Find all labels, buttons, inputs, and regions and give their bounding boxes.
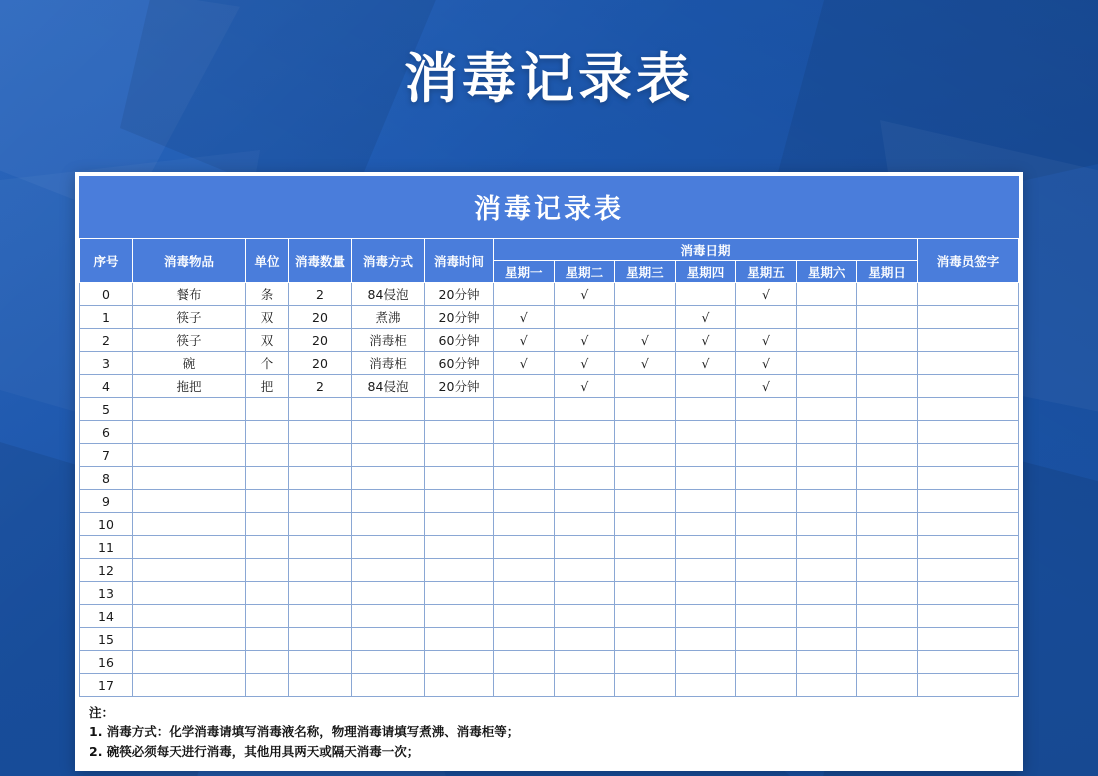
cell-signature[interactable] bbox=[918, 582, 1019, 605]
cell-day-wednesday[interactable] bbox=[615, 467, 676, 490]
cell-day-thursday[interactable] bbox=[675, 375, 736, 398]
cell-day-tuesday[interactable] bbox=[554, 398, 615, 421]
header-duration: 消毒时间 bbox=[425, 239, 494, 283]
cell-item[interactable] bbox=[133, 490, 246, 513]
cell-signature[interactable] bbox=[918, 444, 1019, 467]
cell-day-thursday[interactable] bbox=[675, 628, 736, 651]
cell-duration[interactable] bbox=[425, 674, 494, 697]
header-day-tuesday: 星期二 bbox=[554, 261, 615, 283]
cell-day-monday[interactable] bbox=[494, 421, 555, 444]
page-title: 消毒记录表 bbox=[404, 47, 694, 110]
cell-day-friday[interactable] bbox=[736, 651, 797, 674]
cell-day-friday[interactable] bbox=[736, 559, 797, 582]
cell-signature[interactable] bbox=[918, 536, 1019, 559]
cell-quantity[interactable] bbox=[289, 490, 352, 513]
cell-day-saturday[interactable] bbox=[796, 536, 857, 559]
notes-block bbox=[79, 697, 1019, 771]
note-line-1: 1. 消毒方式：化学消毒请填写消毒液名称，物理消毒请填写煮沸、消毒柜等； bbox=[89, 724, 520, 740]
table-row[interactable] bbox=[80, 605, 1019, 628]
cell-day-thursday[interactable] bbox=[675, 444, 736, 467]
cell-signature[interactable] bbox=[918, 490, 1019, 513]
cell-day-sunday[interactable] bbox=[857, 513, 918, 536]
cell-index: 0 bbox=[80, 283, 133, 306]
cell-day-tuesday[interactable]: √ bbox=[554, 375, 615, 398]
cell-unit[interactable] bbox=[246, 421, 289, 444]
cell-day-tuesday[interactable] bbox=[554, 559, 615, 582]
cell-unit[interactable] bbox=[246, 628, 289, 651]
cell-unit[interactable] bbox=[246, 444, 289, 467]
cell-day-tuesday[interactable] bbox=[554, 421, 615, 444]
cell-method[interactable] bbox=[352, 559, 425, 582]
cell-duration[interactable] bbox=[425, 536, 494, 559]
cell-day-thursday[interactable] bbox=[675, 674, 736, 697]
cell-signature[interactable] bbox=[918, 674, 1019, 697]
cell-item[interactable]: 碗 bbox=[133, 352, 246, 375]
cell-unit[interactable]: 把 bbox=[246, 375, 289, 398]
cell-duration[interactable] bbox=[425, 582, 494, 605]
cell-method[interactable] bbox=[352, 490, 425, 513]
cell-quantity[interactable] bbox=[289, 536, 352, 559]
cell-day-monday[interactable] bbox=[494, 444, 555, 467]
cell-signature[interactable] bbox=[918, 628, 1019, 651]
cell-day-monday[interactable]: √ bbox=[494, 329, 555, 352]
cell-index: 9 bbox=[80, 490, 133, 513]
cell-unit[interactable] bbox=[246, 559, 289, 582]
cell-item[interactable] bbox=[133, 559, 246, 582]
cell-quantity[interactable] bbox=[289, 467, 352, 490]
sheet-banner-title: 消毒记录表 bbox=[79, 176, 1019, 238]
cell-item[interactable] bbox=[133, 421, 246, 444]
cell-day-wednesday[interactable] bbox=[615, 398, 676, 421]
cell-signature[interactable] bbox=[918, 559, 1019, 582]
cell-day-tuesday[interactable]: √ bbox=[554, 283, 615, 306]
cell-signature[interactable] bbox=[918, 605, 1019, 628]
cell-day-friday[interactable]: √ bbox=[736, 329, 797, 352]
cell-day-monday[interactable] bbox=[494, 674, 555, 697]
cell-day-saturday[interactable] bbox=[796, 375, 857, 398]
cell-day-monday[interactable] bbox=[494, 605, 555, 628]
cell-method[interactable] bbox=[352, 513, 425, 536]
cell-signature[interactable] bbox=[918, 467, 1019, 490]
table-row[interactable] bbox=[80, 513, 1019, 536]
cell-day-tuesday[interactable] bbox=[554, 490, 615, 513]
table-row[interactable] bbox=[80, 444, 1019, 467]
cell-quantity[interactable] bbox=[289, 421, 352, 444]
table-row[interactable] bbox=[80, 421, 1019, 444]
cell-day-friday[interactable] bbox=[736, 513, 797, 536]
cell-unit[interactable] bbox=[246, 674, 289, 697]
cell-day-saturday[interactable] bbox=[796, 605, 857, 628]
cell-day-saturday[interactable] bbox=[796, 444, 857, 467]
cell-day-friday[interactable] bbox=[736, 490, 797, 513]
cell-day-thursday[interactable] bbox=[675, 513, 736, 536]
disinfection-record-table bbox=[79, 238, 1019, 697]
cell-day-friday[interactable] bbox=[736, 605, 797, 628]
cell-day-wednesday[interactable]: √ bbox=[615, 329, 676, 352]
cell-unit[interactable] bbox=[246, 582, 289, 605]
cell-quantity[interactable] bbox=[289, 674, 352, 697]
cell-day-friday[interactable] bbox=[736, 444, 797, 467]
cell-index: 5 bbox=[80, 398, 133, 421]
cell-item[interactable] bbox=[133, 444, 246, 467]
cell-duration[interactable] bbox=[425, 605, 494, 628]
cell-day-thursday[interactable] bbox=[675, 283, 736, 306]
cell-item[interactable] bbox=[133, 605, 246, 628]
cell-day-wednesday[interactable] bbox=[615, 421, 676, 444]
cell-unit[interactable] bbox=[246, 651, 289, 674]
cell-day-wednesday[interactable] bbox=[615, 605, 676, 628]
cell-duration[interactable]: 60分钟 bbox=[425, 352, 494, 375]
header-day-monday: 星期一 bbox=[494, 261, 555, 283]
table-header bbox=[80, 239, 1019, 283]
header-day-sunday: 星期日 bbox=[857, 261, 918, 283]
cell-day-tuesday[interactable] bbox=[554, 628, 615, 651]
cell-day-tuesday[interactable] bbox=[554, 536, 615, 559]
cell-day-saturday[interactable] bbox=[796, 674, 857, 697]
cell-day-monday[interactable] bbox=[494, 582, 555, 605]
cell-item[interactable]: 拖把 bbox=[133, 375, 246, 398]
note-heading: 注： bbox=[89, 705, 115, 720]
cell-day-sunday[interactable] bbox=[857, 306, 918, 329]
cell-day-wednesday[interactable] bbox=[615, 375, 676, 398]
cell-day-friday[interactable] bbox=[736, 421, 797, 444]
cell-signature[interactable] bbox=[918, 329, 1019, 352]
cell-unit[interactable] bbox=[246, 467, 289, 490]
cell-index: 4 bbox=[80, 375, 133, 398]
cell-method[interactable] bbox=[352, 444, 425, 467]
cell-signature[interactable] bbox=[918, 283, 1019, 306]
cell-day-sunday[interactable] bbox=[857, 352, 918, 375]
cell-index: 10 bbox=[80, 513, 133, 536]
cell-index: 16 bbox=[80, 651, 133, 674]
cell-quantity[interactable] bbox=[289, 398, 352, 421]
cell-day-saturday[interactable] bbox=[796, 628, 857, 651]
table-row[interactable] bbox=[80, 329, 1019, 352]
cell-day-thursday[interactable] bbox=[675, 467, 736, 490]
cell-day-saturday[interactable] bbox=[796, 283, 857, 306]
cell-day-thursday[interactable] bbox=[675, 559, 736, 582]
cell-method[interactable]: 84侵泡 bbox=[352, 375, 425, 398]
cell-day-saturday[interactable] bbox=[796, 651, 857, 674]
cell-day-saturday[interactable] bbox=[796, 513, 857, 536]
cell-day-tuesday[interactable] bbox=[554, 306, 615, 329]
cell-day-thursday[interactable] bbox=[675, 398, 736, 421]
table-row[interactable] bbox=[80, 398, 1019, 421]
cell-day-friday[interactable] bbox=[736, 398, 797, 421]
cell-day-sunday[interactable] bbox=[857, 421, 918, 444]
cell-day-sunday[interactable] bbox=[857, 398, 918, 421]
cell-duration[interactable]: 20分钟 bbox=[425, 283, 494, 306]
cell-duration[interactable] bbox=[425, 628, 494, 651]
cell-method[interactable] bbox=[352, 398, 425, 421]
cell-index: 17 bbox=[80, 674, 133, 697]
cell-index: 15 bbox=[80, 628, 133, 651]
cell-day-tuesday[interactable] bbox=[554, 582, 615, 605]
cell-method[interactable] bbox=[352, 582, 425, 605]
cell-quantity[interactable] bbox=[289, 651, 352, 674]
cell-day-saturday[interactable] bbox=[796, 559, 857, 582]
cell-day-sunday[interactable] bbox=[857, 444, 918, 467]
cell-signature[interactable] bbox=[918, 651, 1019, 674]
cell-day-saturday[interactable] bbox=[796, 421, 857, 444]
cell-item[interactable] bbox=[133, 536, 246, 559]
cell-day-monday[interactable] bbox=[494, 467, 555, 490]
header-day-saturday: 星期六 bbox=[796, 261, 857, 283]
cell-quantity[interactable]: 20 bbox=[289, 352, 352, 375]
cell-duration[interactable] bbox=[425, 513, 494, 536]
cell-day-wednesday[interactable] bbox=[615, 559, 676, 582]
cell-item[interactable] bbox=[133, 674, 246, 697]
cell-unit[interactable]: 个 bbox=[246, 352, 289, 375]
cell-day-thursday[interactable] bbox=[675, 536, 736, 559]
cell-day-wednesday[interactable] bbox=[615, 628, 676, 651]
cell-unit[interactable] bbox=[246, 513, 289, 536]
cell-quantity[interactable] bbox=[289, 559, 352, 582]
table-row[interactable] bbox=[80, 283, 1019, 306]
cell-day-saturday[interactable] bbox=[796, 467, 857, 490]
cell-day-sunday[interactable] bbox=[857, 283, 918, 306]
cell-index: 14 bbox=[80, 605, 133, 628]
cell-day-saturday[interactable] bbox=[796, 398, 857, 421]
cell-duration[interactable] bbox=[425, 421, 494, 444]
cell-unit[interactable] bbox=[246, 536, 289, 559]
cell-quantity[interactable] bbox=[289, 513, 352, 536]
cell-day-monday[interactable] bbox=[494, 559, 555, 582]
cell-day-saturday[interactable] bbox=[796, 490, 857, 513]
cell-day-tuesday[interactable] bbox=[554, 467, 615, 490]
cell-day-monday[interactable]: √ bbox=[494, 306, 555, 329]
cell-day-saturday[interactable] bbox=[796, 306, 857, 329]
cell-day-thursday[interactable] bbox=[675, 605, 736, 628]
cell-method[interactable]: 消毒柜 bbox=[352, 329, 425, 352]
cell-duration[interactable]: 60分钟 bbox=[425, 329, 494, 352]
cell-day-tuesday[interactable] bbox=[554, 605, 615, 628]
cell-day-wednesday[interactable] bbox=[615, 490, 676, 513]
cell-day-friday[interactable]: √ bbox=[736, 375, 797, 398]
cell-unit[interactable]: 条 bbox=[246, 283, 289, 306]
header-row-top bbox=[80, 239, 1019, 261]
cell-index: 13 bbox=[80, 582, 133, 605]
cell-quantity[interactable] bbox=[289, 582, 352, 605]
cell-method[interactable]: 84侵泡 bbox=[352, 283, 425, 306]
cell-day-sunday[interactable] bbox=[857, 582, 918, 605]
cell-item[interactable]: 筷子 bbox=[133, 329, 246, 352]
cell-method[interactable] bbox=[352, 605, 425, 628]
cell-day-monday[interactable]: √ bbox=[494, 352, 555, 375]
cell-day-monday[interactable] bbox=[494, 283, 555, 306]
header-item: 消毒物品 bbox=[133, 239, 246, 283]
cell-duration[interactable]: 20分钟 bbox=[425, 306, 494, 329]
table-row[interactable] bbox=[80, 628, 1019, 651]
header-signature: 消毒员签字 bbox=[918, 239, 1019, 283]
cell-item[interactable] bbox=[133, 651, 246, 674]
header-day-friday: 星期五 bbox=[736, 261, 797, 283]
cell-unit[interactable] bbox=[246, 398, 289, 421]
cell-day-sunday[interactable] bbox=[857, 628, 918, 651]
cell-duration[interactable] bbox=[425, 490, 494, 513]
cell-method[interactable] bbox=[352, 421, 425, 444]
cell-day-thursday[interactable] bbox=[675, 421, 736, 444]
cell-duration[interactable]: 20分钟 bbox=[425, 375, 494, 398]
cell-day-saturday[interactable] bbox=[796, 329, 857, 352]
cell-day-friday[interactable]: √ bbox=[736, 352, 797, 375]
cell-index: 6 bbox=[80, 421, 133, 444]
cell-signature[interactable] bbox=[918, 513, 1019, 536]
cell-day-sunday[interactable] bbox=[857, 490, 918, 513]
cell-item[interactable] bbox=[133, 582, 246, 605]
cell-signature[interactable] bbox=[918, 421, 1019, 444]
cell-day-sunday[interactable] bbox=[857, 605, 918, 628]
cell-day-sunday[interactable] bbox=[857, 375, 918, 398]
header-quantity: 消毒数量 bbox=[289, 239, 352, 283]
cell-day-thursday[interactable]: √ bbox=[675, 306, 736, 329]
cell-unit[interactable] bbox=[246, 605, 289, 628]
cell-day-sunday[interactable] bbox=[857, 467, 918, 490]
cell-day-tuesday[interactable] bbox=[554, 674, 615, 697]
cell-quantity[interactable]: 2 bbox=[289, 283, 352, 306]
cell-day-wednesday[interactable] bbox=[615, 513, 676, 536]
cell-item[interactable] bbox=[133, 628, 246, 651]
cell-day-wednesday[interactable] bbox=[615, 444, 676, 467]
cell-day-friday[interactable] bbox=[736, 467, 797, 490]
cell-day-sunday[interactable] bbox=[857, 651, 918, 674]
table-row[interactable] bbox=[80, 582, 1019, 605]
cell-item[interactable]: 餐布 bbox=[133, 283, 246, 306]
cell-index: 8 bbox=[80, 467, 133, 490]
cell-method[interactable] bbox=[352, 674, 425, 697]
cell-duration[interactable] bbox=[425, 467, 494, 490]
cell-index: 2 bbox=[80, 329, 133, 352]
header-index: 序号 bbox=[80, 239, 133, 283]
cell-day-friday[interactable] bbox=[736, 536, 797, 559]
cell-method[interactable] bbox=[352, 651, 425, 674]
record-sheet bbox=[75, 172, 1023, 771]
cell-unit[interactable]: 双 bbox=[246, 329, 289, 352]
cell-day-thursday[interactable] bbox=[675, 651, 736, 674]
cell-signature[interactable] bbox=[918, 375, 1019, 398]
table-row[interactable] bbox=[80, 651, 1019, 674]
cell-unit[interactable]: 双 bbox=[246, 306, 289, 329]
header-method: 消毒方式 bbox=[352, 239, 425, 283]
cell-day-wednesday[interactable] bbox=[615, 651, 676, 674]
cell-index: 11 bbox=[80, 536, 133, 559]
cell-day-wednesday[interactable] bbox=[615, 306, 676, 329]
table-row[interactable] bbox=[80, 467, 1019, 490]
cell-item[interactable] bbox=[133, 467, 246, 490]
cell-day-monday[interactable] bbox=[494, 375, 555, 398]
cell-day-friday[interactable] bbox=[736, 582, 797, 605]
header-day-thursday: 星期四 bbox=[675, 261, 736, 283]
cell-item[interactable] bbox=[133, 398, 246, 421]
table-row[interactable] bbox=[80, 559, 1019, 582]
cell-quantity[interactable] bbox=[289, 628, 352, 651]
cell-day-tuesday[interactable] bbox=[554, 651, 615, 674]
cell-quantity[interactable] bbox=[289, 605, 352, 628]
cell-day-sunday[interactable] bbox=[857, 536, 918, 559]
cell-quantity[interactable]: 2 bbox=[289, 375, 352, 398]
cell-item[interactable] bbox=[133, 513, 246, 536]
cell-day-thursday[interactable]: √ bbox=[675, 352, 736, 375]
cell-day-wednesday[interactable]: √ bbox=[615, 352, 676, 375]
table-row[interactable] bbox=[80, 306, 1019, 329]
cell-quantity[interactable]: 20 bbox=[289, 306, 352, 329]
cell-quantity[interactable]: 20 bbox=[289, 329, 352, 352]
cell-day-wednesday[interactable] bbox=[615, 536, 676, 559]
table-body bbox=[80, 283, 1019, 697]
cell-day-monday[interactable] bbox=[494, 398, 555, 421]
cell-index: 1 bbox=[80, 306, 133, 329]
cell-day-wednesday[interactable] bbox=[615, 283, 676, 306]
cell-method[interactable]: 消毒柜 bbox=[352, 352, 425, 375]
cell-method[interactable] bbox=[352, 467, 425, 490]
cell-signature[interactable] bbox=[918, 352, 1019, 375]
cell-index: 12 bbox=[80, 559, 133, 582]
table-row[interactable] bbox=[80, 536, 1019, 559]
cell-day-tuesday[interactable] bbox=[554, 513, 615, 536]
table-row[interactable] bbox=[80, 352, 1019, 375]
cell-method[interactable] bbox=[352, 628, 425, 651]
cell-day-sunday[interactable] bbox=[857, 329, 918, 352]
cell-duration[interactable] bbox=[425, 651, 494, 674]
cell-signature[interactable] bbox=[918, 306, 1019, 329]
cell-day-tuesday[interactable] bbox=[554, 444, 615, 467]
table-row[interactable] bbox=[80, 490, 1019, 513]
header-date-group: 消毒日期 bbox=[494, 239, 918, 261]
header-unit: 单位 bbox=[246, 239, 289, 283]
cell-day-monday[interactable] bbox=[494, 513, 555, 536]
cell-day-saturday[interactable] bbox=[796, 352, 857, 375]
cell-day-friday[interactable] bbox=[736, 306, 797, 329]
cell-index: 3 bbox=[80, 352, 133, 375]
cell-day-monday[interactable] bbox=[494, 490, 555, 513]
cell-day-friday[interactable] bbox=[736, 628, 797, 651]
cell-signature[interactable] bbox=[918, 398, 1019, 421]
cell-duration[interactable] bbox=[425, 398, 494, 421]
cell-duration[interactable] bbox=[425, 444, 494, 467]
note-line-2: 2. 碗筷必须每天进行消毒，其他用具两天或隔天消毒一次； bbox=[89, 743, 420, 759]
cell-day-tuesday[interactable]: √ bbox=[554, 352, 615, 375]
table-row[interactable] bbox=[80, 674, 1019, 697]
cell-day-saturday[interactable] bbox=[796, 582, 857, 605]
cell-method[interactable]: 煮沸 bbox=[352, 306, 425, 329]
cell-index: 7 bbox=[80, 444, 133, 467]
cell-day-monday[interactable] bbox=[494, 651, 555, 674]
cell-method[interactable] bbox=[352, 536, 425, 559]
cell-day-monday[interactable] bbox=[494, 536, 555, 559]
cell-day-thursday[interactable] bbox=[675, 582, 736, 605]
cell-day-friday[interactable] bbox=[736, 674, 797, 697]
cell-day-thursday[interactable]: √ bbox=[675, 329, 736, 352]
cell-day-wednesday[interactable] bbox=[615, 582, 676, 605]
cell-day-monday[interactable] bbox=[494, 628, 555, 651]
cell-day-sunday[interactable] bbox=[857, 674, 918, 697]
cell-day-tuesday[interactable]: √ bbox=[554, 329, 615, 352]
cell-day-thursday[interactable] bbox=[675, 490, 736, 513]
cell-day-friday[interactable]: √ bbox=[736, 283, 797, 306]
cell-item[interactable]: 筷子 bbox=[133, 306, 246, 329]
cell-day-wednesday[interactable] bbox=[615, 674, 676, 697]
table-row[interactable] bbox=[80, 375, 1019, 398]
cell-duration[interactable] bbox=[425, 559, 494, 582]
cell-quantity[interactable] bbox=[289, 444, 352, 467]
cell-unit[interactable] bbox=[246, 490, 289, 513]
header-day-wednesday: 星期三 bbox=[615, 261, 676, 283]
cell-day-sunday[interactable] bbox=[857, 559, 918, 582]
